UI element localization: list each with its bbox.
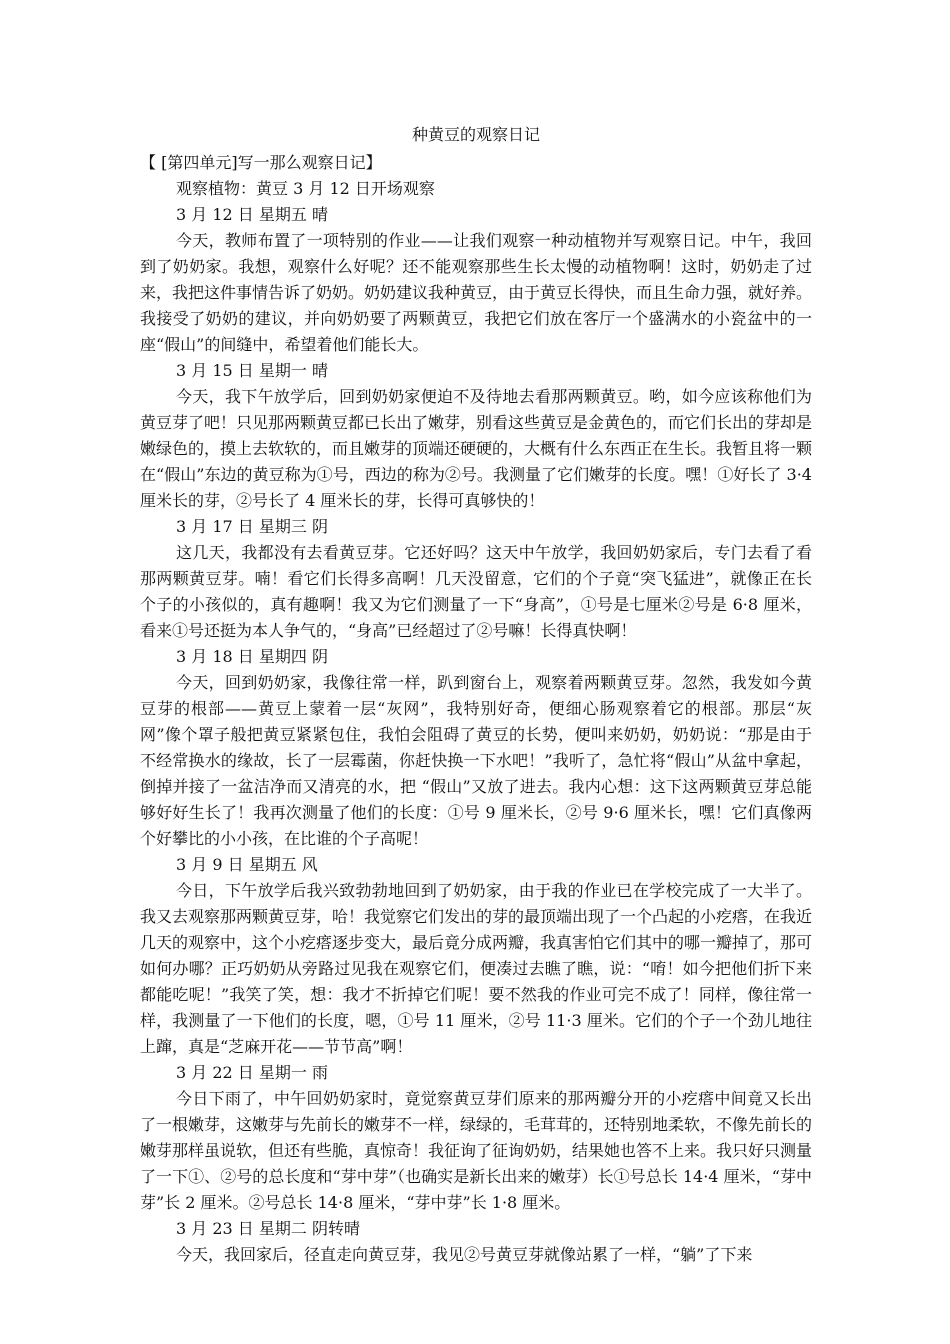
entry-date: 3 月 9 日 星期五 风 xyxy=(176,855,318,874)
document-title: 种黄豆的观察日记 xyxy=(411,125,540,144)
entry-date: 3 月 23 日 星期二 阴转晴 xyxy=(176,1219,360,1238)
diary-entry xyxy=(140,514,812,644)
entry-text: 今天，我回家后，径直走向黄豆芽，我见②号黄豆芽就像站累了一样，“躺”了下来 xyxy=(176,1245,753,1264)
entry-date: 3 月 15 日 星期一 晴 xyxy=(176,361,328,380)
diary-entry xyxy=(140,1216,812,1268)
diary-entry xyxy=(140,202,812,358)
entry-text: 这几天，我都没有去看黄豆芽。它还好吗？这天中午放学，我回奶奶家后，专门去看了看那两颗黄豆芽。喃！看它们长得多高啊！几天没留意，它们的个子竟“突飞猛进”，就像正在长个子的小孩似的，真有趣啊！我又为它们测量了一下“身高”，①号是七厘米②号是 6·8 厘米，看来①号还挺为本人争气的，“身高”已经超过了②号嘛！长得真快啊！ xyxy=(140,543,812,640)
entry-date: 3 月 17 日 星期三 阴 xyxy=(176,517,328,536)
observe-line: 观察植物：黄豆 3 月 12 日开场观察 xyxy=(176,179,435,198)
entry-date: 3 月 12 日 星期五 晴 xyxy=(176,205,328,224)
entry-date: 3 月 22 日 星期一 雨 xyxy=(176,1063,328,1082)
unit-heading: 【 [第四单元]写一那么观察日记】 xyxy=(140,153,382,172)
entry-text: 今天，我下午放学后，回到奶奶家便迫不及待地去看那两颗黄豆。哟，如今应该称他们为黄豆芽了吧！只见那两颗黄豆都已长出了嫩芽，别看这些黄豆是金黄色的，而它们长出的芽却是嫩绿色的，摸上去软软的，而且嫩芽的顶端还硬硬的，大概有什么东西正在生长。我暂且将一颗在“假山”东边的黄豆称为①号，西边的称为②号。我测量了它们嫩芽的长度。嘿！①好长了 3·4 厘米长的芽，②号长了 4 厘米长的芽，长得可真够快的！ xyxy=(140,387,813,510)
entry-text: 今天，回到奶奶家，我像往常一样，趴到窗台上，观察着两颗黄豆芽。忽然，我发如今黄豆芽的根部——黄豆上蒙着一层“灰网”，我特别好奇，便细心肠观察着它的根部。那层“灰网”像个罩子般把黄豆紧紧包住，我怕会阻碍了黄豆的长势，便叫来奶奶，奶奶说：“那是由于不经常换水的缘故，长了一层霉菌，你赶快换一下水吧！”我听了，急忙将“假山”从盆中拿起，倒掉并接了一盆洁净而又清亮的水，把 “假山”又放了进去。我内心想：这下这两颗黄豆芽总能够好好生长了！我再次测量了他们的长度：①号 9 厘米长，②号 9·6 厘米长，嘿！它们真像两个好攀比的小小孩，在比谁的个子高呢！ xyxy=(140,673,812,848)
diary-entry xyxy=(140,358,812,514)
diary-entry xyxy=(140,852,812,1060)
diary-entry xyxy=(140,644,812,852)
entry-text: 今天，教师布置了一项特别的作业——让我们观察一种动植物并写观察日记。中午，我回到了奶奶家。我想，观察什么好呢？还不能观察那些生长太慢的动植物啊！这时，奶奶走了过来，我把这件事情告诉了奶奶。奶奶建议我种黄豆，由于黄豆长得快，而且生命力强，就好养。我接受了奶奶的建议，并向奶奶要了两颗黄豆，我把它们放在客厅一个盛满水的小瓷盆中的一座“假山”的间缝中，希望着他们能长大。 xyxy=(140,231,813,354)
entry-text: 今日，下午放学后我兴致勃勃地回到了奶奶家，由于我的作业已在学校完成了一大半了。我又去观察那两颗黄豆芽，哈！我觉察它们发出的芽的最顶端出现了一个凸起的小疙瘩，在我近几天的观察中，这个小疙瘩逐步变大，最后竟分成两瓣，我真害怕它们其中的哪一瓣掉了，那可如何办哪？正巧奶奶从旁路过见我在观察它们，便凑过去瞧了瞧，说：“唷！如今把他们折下来都能吃呢！”我笑了笑，想：我才不折掉它们呢！要不然我的作业可完不成了！同样，像往常一样，我测量了一下他们的长度，嗯，①号 11 厘米，②号 11·3 厘米。它们的个子一个劲儿地往上蹿，真是“芝麻开花——节节高”啊！ xyxy=(140,881,813,1056)
entry-text: 今日下雨了，中午回奶奶家时，竟觉察黄豆芽们原来的那两瓣分开的小疙瘩中间竟又长出了一根嫩芽，这嫩芽与先前长的嫩芽不一样，绿绿的，毛茸茸的，还特别地柔软，不像先前长的嫩芽那样虽说软，但还有些脆，真惊奇！我征询了征询奶奶，结果她也答不上来。我只好只测量了一下①、②号的总长度和“芽中芽”（也确实是新长出来的嫩芽）长①号总长 14·4 厘米，“芽中芽”长 2 厘米。②号总长 14·8 厘米，“芽中芽”长 1·8 厘米。 xyxy=(140,1089,813,1212)
entry-date: 3 月 18 日 星期四 阴 xyxy=(176,647,328,666)
document-page xyxy=(140,120,812,1268)
diary-entry xyxy=(140,1060,812,1216)
